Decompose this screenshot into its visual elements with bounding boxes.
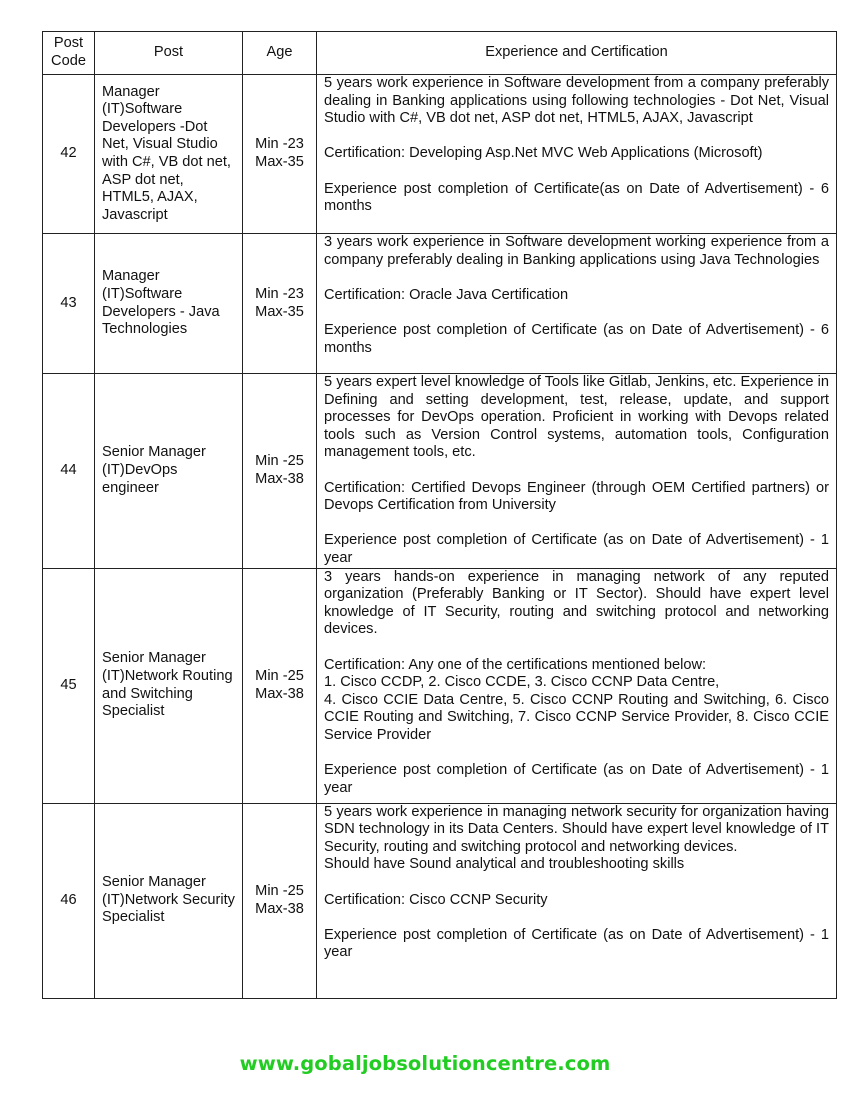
experience-text: 5 years expert level knowledge of Tools like Gitlab, Jenkins, etc. Experience in Defining and setting development, test, release, update, and support processes for DevOps operation. Proficient in working with Devops related tools such as Version Control systems, automation tools, Configuration management tools, etc. [324,374,829,461]
age-max: Max-38 [255,470,304,487]
website-footer: www.gobaljobsolutioncentre.com [239,1052,611,1075]
post-code-cell: 45 [43,568,95,803]
post-code-cell: 43 [43,234,95,374]
age-cell [243,374,317,569]
certification-list-line: 1. Cisco CCDP, 2. Cisco CCDE, 3. Cisco CCNP Data Centre, [324,674,720,691]
age-cell [243,234,317,374]
table-row [43,374,837,569]
certification-text: Certification: Cisco CCNP Security [324,891,548,908]
age-cell [243,803,317,998]
certification-list-line: 4. Cisco CCIE Data Centre, 5. Cisco CCNP Routing and Switching, 6. Cisco CCIE Routing and Switching, 7. Cisco CCNP Service Provider, 8. Cisco CCIE Service Provider [324,691,829,743]
experience-cell [317,234,837,374]
experience-cell [317,568,837,803]
certification-text: Certification: Developing Asp.Net MVC Web Applications (Microsoft) [324,145,763,162]
post-cell: Manager (IT)Software Developers -Dot Net, Visual Studio with C#, VB dot net, ASP dot net, HTML5, AJAX, Javascript [95,75,243,234]
experience-cell [317,803,837,998]
certification-text: Certification: Certified Devops Engineer (through OEM Certified partners) or Devops Certification from University [324,479,829,514]
post-code-cell: 42 [43,75,95,234]
post-certificate-experience: Experience post completion of Certificate (as on Date of Advertisement) - 1 year [324,926,829,961]
age-min: Min -25 [255,882,304,899]
age-cell [243,75,317,234]
post-certificate-experience: Experience post completion of Certificate (as on Date of Advertisement) - 1 year [324,532,829,566]
experience-text: 5 years work experience in managing network security for organization having SDN technology in its Data Centers. Should have expert level knowledge of IT Security, routing and switching protocol and networking devices. [324,803,829,855]
post-certificate-experience: Experience post completion of Certificate(as on Date of Advertisement) - 6 months [324,180,829,215]
post-cell: Senior Manager (IT)Network Security Specialist [95,803,243,998]
experience-text: 3 years hands-on experience in managing network of any reputed organization (Preferably Banking or IT Sector). Should have expert level knowledge of IT Security, routing and switching protocol and networking devices. [324,568,829,638]
age-cell [243,568,317,803]
age-min: Min -25 [255,667,304,684]
table-row [43,234,837,374]
age-min: Min -23 [255,136,304,153]
experience-text: 5 years work experience in Software development from a company preferably dealing in Banking applications using following technologies - Dot Net, Visual Studio with C#, VB dot net, ASP dot net, HTML5, AJAX, Javascript [324,75,829,127]
post-code-cell: 46 [43,803,95,998]
age-max: Max-35 [255,154,304,170]
header-post-code: Post Code [43,32,95,75]
age-max: Max-38 [255,685,304,702]
header-row [43,32,837,75]
header-experience: Experience and Certification [317,32,837,75]
skills-text: Should have Sound analytical and troubleshooting skills [324,856,685,873]
table-row [43,803,837,998]
experience-block [324,804,829,874]
age-max: Max-35 [255,303,304,320]
certification-text: Certification: Any one of the certifications mentioned below: [324,656,707,673]
age-max: Max-38 [255,900,304,917]
post-code-cell: 44 [43,374,95,569]
certification-block [324,657,829,745]
experience-text: 3 years work experience in Software development working experience from a company preferably dealing in Banking applications using Java Technologies [324,234,829,268]
experience-cell [317,374,837,569]
table-row [43,568,837,803]
post-cell: Senior Manager (IT)Network Routing and Switching Specialist [95,568,243,803]
header-age: Age [243,32,317,75]
age-min: Min -25 [255,453,304,470]
post-cell: Senior Manager (IT)DevOps engineer [95,374,243,569]
table-row [43,75,837,234]
age-min: Min -23 [255,285,304,302]
recruitment-table [42,31,837,999]
certification-text: Certification: Oracle Java Certification [324,286,569,303]
post-cell: Manager (IT)Software Developers - Java Technologies [95,234,243,374]
header-post: Post [95,32,243,75]
post-certificate-experience: Experience post completion of Certificate (as on Date of Advertisement) - 1 year [324,762,829,796]
post-certificate-experience: Experience post completion of Certificate (as on Date of Advertisement) - 6 months [324,321,829,356]
experience-cell [317,75,837,234]
